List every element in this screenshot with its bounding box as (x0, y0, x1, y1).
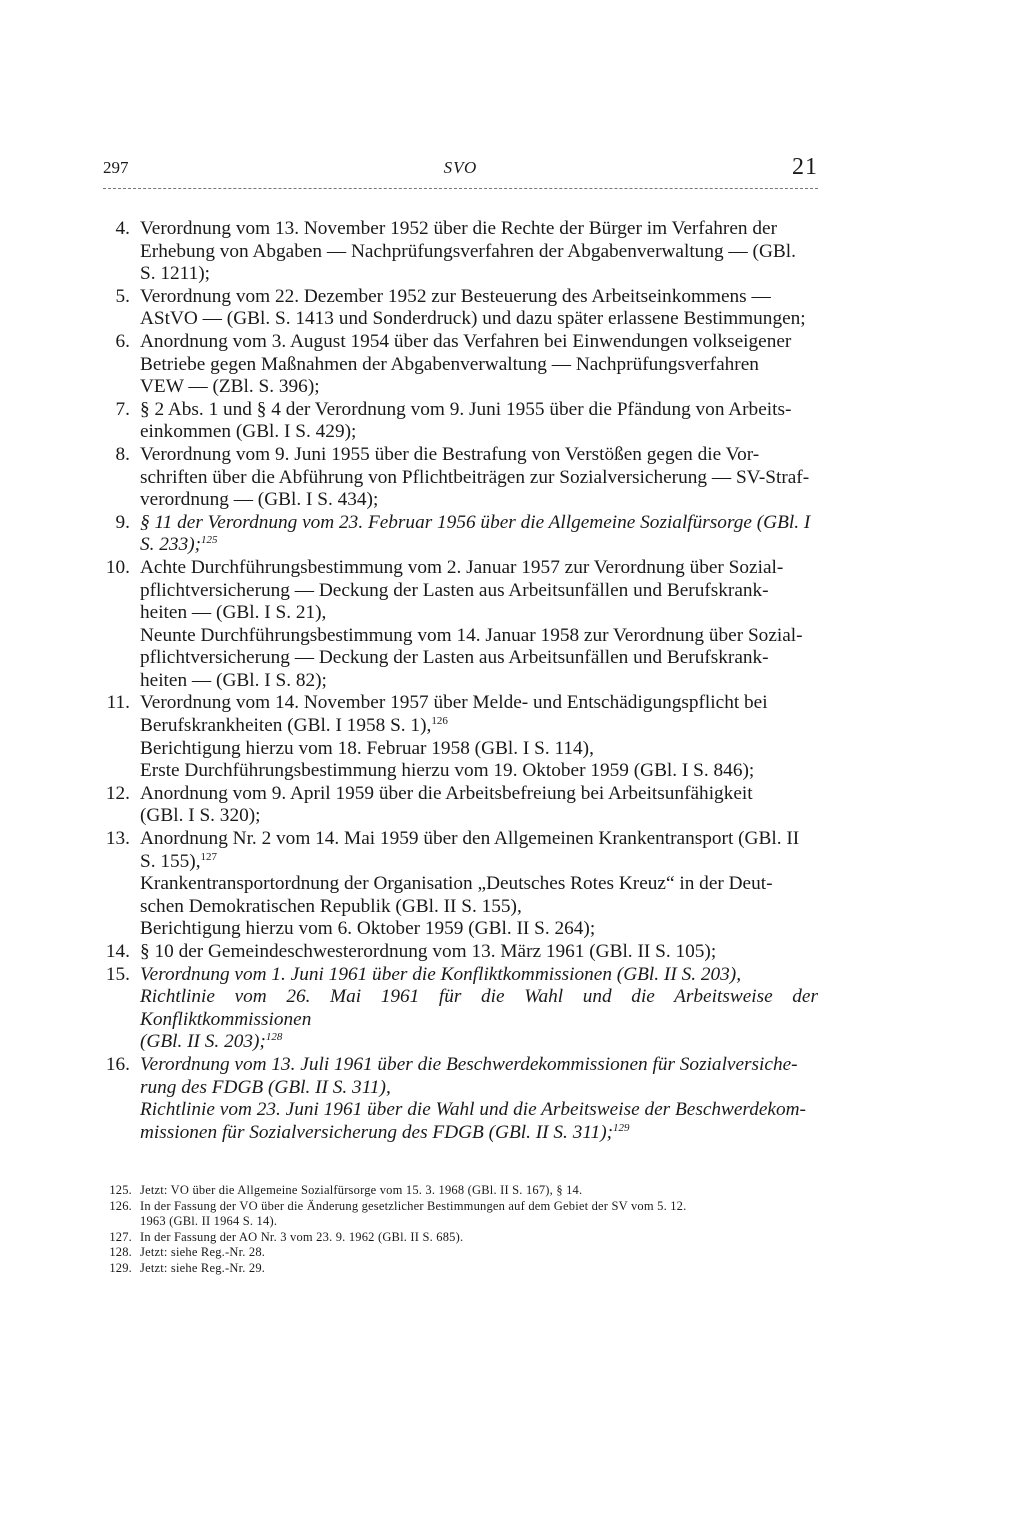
text-line (140, 896, 818, 919)
footnote-number: 126. (109, 1198, 132, 1213)
line-text: Berufskrankheiten (GBl. I 1958 S. 1), (140, 715, 432, 737)
item-text (140, 286, 818, 331)
text-line (140, 489, 818, 512)
footnote-text (140, 1183, 818, 1199)
document-number: 21 (792, 154, 818, 180)
list-item (100, 941, 818, 964)
list-item (100, 692, 818, 782)
text-line (140, 444, 818, 467)
list-item (100, 286, 818, 331)
footnote (100, 1230, 818, 1246)
text-line (140, 263, 818, 286)
item-text (140, 941, 818, 964)
line-text: einkommen (GBl. I S. 429); (140, 421, 357, 443)
footnote-number: 129. (109, 1260, 132, 1275)
footnote-text (140, 1261, 818, 1277)
line-text: Neunte Durchführungsbestimmung vom 14. Januar 1958 zur Verordnung über Sozial- (140, 624, 803, 646)
list-item (100, 557, 818, 693)
line-text: Erste Durchführungsbestimmung hierzu vom 19. Oktober 1959 (GBl. I S. 846); (140, 760, 755, 782)
text-line (140, 580, 818, 603)
text-line (140, 241, 818, 264)
text-line (140, 421, 818, 444)
line-text: VEW — (ZBl. S. 396); (140, 376, 320, 398)
text-line (140, 286, 818, 309)
line-text: Verordnung vom 13. November 1952 über die Rechte der Bürger im Verfahren der (140, 218, 777, 239)
line-text: (GBl. I S. 320); (140, 805, 261, 827)
text-line (140, 557, 818, 580)
text-line (140, 692, 818, 715)
line-text: schriften über die Abführung von Pflichtbeiträgen zur Sozialversicherung — SV-Straf- (140, 466, 810, 488)
text-line (140, 512, 818, 535)
line-text: S. 155), (140, 850, 201, 872)
footnote-reference: 125 (201, 534, 218, 547)
line-text: Berichtigung hierzu vom 18. Februar 1958 (GBl. I S. 114), (140, 737, 594, 759)
line-text: Verordnung vom 13. Juli 1961 über die Beschwerdekommissionen für Sozialversiche- (140, 1053, 798, 1075)
footnote-text (140, 1199, 818, 1230)
footnote-line: 1963 (GBl. II 1964 S. 14). (140, 1214, 278, 1229)
line-text: AStVO — (GBl. S. 1413 und Sonderdruck) und dazu später erlassene Bestimmungen; (140, 308, 806, 330)
text-line (140, 376, 818, 399)
text-line (140, 1099, 818, 1122)
line-text: Richtlinie vom 26. Mai 1961 für die Wahl und die Arbeitsweise der Konfliktkommissionen (140, 986, 818, 1030)
list-item (100, 444, 818, 512)
text-line (140, 331, 818, 354)
footnote (100, 1245, 818, 1261)
item-number: 7. (115, 398, 130, 420)
footnote (100, 1199, 818, 1230)
item-text (140, 331, 818, 399)
text-line (140, 783, 818, 806)
line-text: Krankentransportordnung der Organisation „Deutsches Rotes Kreuz“ in der Deut- (140, 873, 773, 895)
text-line (140, 828, 818, 851)
footnote-reference: 127 (200, 850, 218, 863)
item-number: 12. (105, 782, 130, 804)
line-text: verordnung — (GBl. I S. 434); (140, 489, 379, 511)
text-line (140, 760, 818, 783)
text-line (140, 1054, 818, 1077)
text-line (140, 986, 818, 1031)
text-line (140, 534, 818, 557)
text-line (140, 354, 818, 377)
footnote-text (140, 1230, 818, 1246)
item-text (140, 512, 818, 557)
text-line (140, 964, 818, 987)
footnote-reference: 129 (613, 1121, 630, 1134)
item-text (140, 692, 818, 782)
item-text (140, 964, 818, 1054)
item-text (140, 444, 818, 512)
item-number: 10. (105, 556, 130, 578)
line-text: Anordnung vom 3. August 1954 über das Verfahren bei Einwendungen volkseigener (140, 330, 792, 352)
text-line (140, 1122, 818, 1145)
item-number: 15. (105, 963, 130, 985)
list-item (100, 399, 818, 444)
line-text: Verordnung vom 1. Juni 1961 über die Konfliktkommissionen (GBl. II S. 203), (140, 963, 742, 985)
line-text: pflichtversicherung — Deckung der Lasten aus Arbeitsunfällen und Berufskrank- (140, 647, 769, 669)
item-number: 6. (115, 330, 130, 352)
line-text: heiten — (GBl. I S. 21), (140, 602, 327, 624)
text-line (140, 941, 818, 964)
line-text: pflichtversicherung — Deckung der Lasten aus Arbeitsunfällen und Berufskrank- (140, 579, 769, 601)
footnote-line: Jetzt: siehe Reg.-Nr. 29. (140, 1260, 266, 1275)
text-line (140, 1031, 818, 1054)
line-text: S. 233); (140, 534, 202, 556)
line-text: Betriebe gegen Maßnahmen der Abgabenverwaltung — Nachprüfungsverfahren (140, 353, 759, 375)
footnote-line: Jetzt: siehe Reg.-Nr. 28. (140, 1245, 266, 1260)
text-line (140, 647, 818, 670)
line-text: Achte Durchführungsbestimmung vom 2. Januar 1957 zur Verordnung über Sozial- (140, 556, 784, 578)
text-line (140, 308, 818, 331)
item-text (140, 1054, 818, 1144)
text-line (140, 602, 818, 625)
line-text: Verordnung vom 22. Dezember 1952 zur Besteuerung des Arbeitseinkommens — (140, 285, 771, 307)
list-item (100, 828, 818, 941)
text-line (140, 625, 818, 648)
footnote (100, 1261, 818, 1277)
item-number: 9. (115, 511, 130, 533)
text-line (140, 805, 818, 828)
line-text: Anordnung vom 9. April 1959 über die Arbeitsbefreiung bei Arbeitsunfähigkeit (140, 782, 753, 804)
line-text: Anordnung Nr. 2 vom 14. Mai 1959 über den Allgemeinen Krankentransport (GBl. II (140, 828, 800, 850)
line-text: § 10 der Gemeindeschwesterordnung vom 13. März 1961 (GBl. II S. 105); (140, 941, 717, 962)
footnote-reference: 126 (431, 715, 448, 728)
footnote-list (100, 1183, 818, 1277)
page-header (103, 154, 818, 189)
text-line (140, 873, 818, 896)
footnote-text (140, 1245, 818, 1261)
text-line (140, 467, 818, 490)
line-text: rung des FDGB (GBl. II S. 311), (140, 1076, 391, 1098)
footnote-number: 127. (109, 1229, 132, 1244)
item-number: 4. (115, 218, 130, 239)
text-line (140, 1077, 818, 1100)
list-item (100, 1054, 818, 1144)
text-line (140, 715, 818, 738)
text-line (140, 399, 818, 422)
footnote (100, 1183, 818, 1199)
line-text: missionen für Sozialversicherung des FDGB (GBl. II S. 311); (140, 1121, 614, 1143)
text-line (140, 851, 818, 874)
item-text (140, 557, 818, 693)
item-number: 8. (115, 443, 130, 465)
item-number: 14. (105, 941, 130, 962)
text-line (140, 218, 818, 241)
item-text (140, 783, 818, 828)
footnote-line: Jetzt: VO über die Allgemeine Sozialfürsorge vom 15. 3. 1968 (GBl. II S. 167), § 14. (140, 1183, 583, 1197)
footnote-number: 125. (109, 1183, 132, 1197)
regulation-list (100, 218, 818, 1144)
list-item (100, 964, 818, 1054)
line-text: Verordnung vom 14. November 1957 über Melde- und Entschädigungspflicht bei (140, 692, 768, 714)
item-text (140, 399, 818, 444)
item-number: 5. (115, 285, 130, 307)
line-text: § 11 der Verordnung vom 23. Februar 1956 über die Allgemeine Sozialfürsorge (GBl. I (140, 511, 811, 533)
footnote-reference: 128 (265, 1031, 283, 1044)
list-item (100, 218, 818, 286)
line-text: Erhebung von Abgaben — Nachprüfungsverfahren der Abgabenverwaltung — (GBl. (140, 240, 796, 262)
list-item (100, 783, 818, 828)
text-line (140, 918, 818, 941)
footnote-line: In der Fassung der AO Nr. 3 vom 23. 9. 1962 (GBl. II S. 685). (140, 1229, 464, 1244)
list-item (100, 331, 818, 399)
footnote-line: In der Fassung der VO über die Änderung gesetzlicher Bestimmungen auf dem Gebiet der SV vom 5. 12. (140, 1198, 687, 1213)
line-text: Verordnung vom 9. Juni 1955 über die Bestrafung von Verstößen gegen die Vor- (140, 443, 760, 465)
item-number: 11. (106, 692, 130, 714)
line-text: S. 1211); (140, 263, 210, 285)
item-number: 16. (105, 1053, 130, 1075)
item-number: 13. (105, 828, 130, 850)
footnote-number: 128. (109, 1245, 132, 1260)
line-text: schen Demokratischen Republik (GBl. II S. 155), (140, 895, 522, 917)
text-line (140, 738, 818, 761)
item-text (140, 218, 818, 286)
page-number: 297 (103, 158, 129, 177)
line-text: Berichtigung hierzu vom 6. Oktober 1959 (GBl. II S. 264); (140, 918, 596, 940)
line-text: § 2 Abs. 1 und § 4 der Verordnung vom 9. Juni 1955 über die Pfändung von Arbeits- (140, 398, 792, 420)
running-title: SVO (443, 158, 478, 177)
list-item (100, 512, 818, 557)
line-text: heiten — (GBl. I S. 82); (140, 669, 327, 691)
line-text: (GBl. II S. 203); (140, 1031, 266, 1053)
text-line (140, 670, 818, 693)
line-text: Richtlinie vom 23. Juni 1961 über die Wahl und die Arbeitsweise der Beschwerdekom- (140, 1099, 806, 1121)
item-text (140, 828, 818, 941)
